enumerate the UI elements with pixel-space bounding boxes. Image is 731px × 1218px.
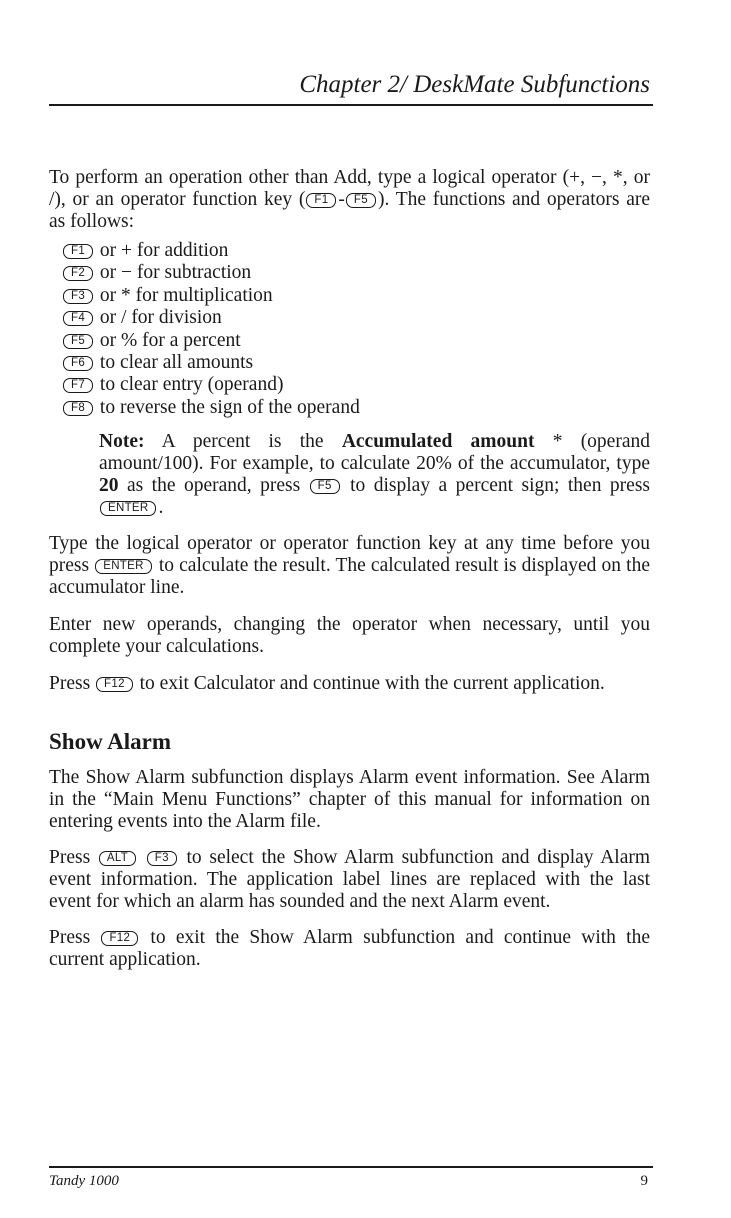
note-text-d: to display a percent sign; then press <box>341 475 650 497</box>
function-key-icon: F2 <box>63 266 93 281</box>
intro-paragraph <box>49 167 650 233</box>
list-item-text: to clear all amounts <box>99 352 254 374</box>
list-item <box>62 240 650 262</box>
f5-key-icon: F5 <box>310 479 340 494</box>
list-item <box>62 330 650 352</box>
f5-key-icon: F5 <box>346 193 376 208</box>
paragraph-text: to select the Show Alarm subfunction and display Alarm event information. The application label lines are replaced with the last event for which an alarm has sounded and the next Alarm event. <box>49 847 651 913</box>
f12-key-icon: F12 <box>101 931 138 946</box>
section-paragraph-3 <box>49 927 650 971</box>
paragraph-operands: Enter new operands, changing the operator when necessary, until you complete your calculations. <box>49 614 650 658</box>
paragraph-operator <box>49 533 650 599</box>
page-body <box>49 167 650 971</box>
paragraph-text: Press <box>49 927 101 949</box>
function-key-icon: F6 <box>63 356 93 371</box>
list-item <box>62 307 650 329</box>
function-key-icon: F3 <box>63 289 93 304</box>
f3-key-icon: F3 <box>147 851 177 866</box>
paragraph-text: Type the logical operator or operator function key at any time before you press <box>49 533 650 577</box>
list-item-text: or / for division <box>99 307 222 329</box>
header-rule <box>49 104 653 106</box>
footer-rule <box>49 1166 653 1168</box>
paragraph-text: to exit Calculator and continue with the current application. <box>134 673 605 695</box>
section-paragraph-1: The Show Alarm subfunction displays Alarm event information. See Alarm in the “Main Menu Functions” chapter of this manual for information on entering events into the Alarm file. <box>49 767 650 833</box>
note-label: Note: <box>99 431 145 453</box>
function-key-icon: F7 <box>63 378 93 393</box>
list-item-text: or * for multiplication <box>99 284 273 306</box>
function-key-icon: F5 <box>63 334 93 349</box>
f12-key-icon: F12 <box>96 677 133 692</box>
list-item-text: or % for a percent <box>99 329 241 351</box>
section-paragraph-2 <box>49 847 650 913</box>
enter-key-icon: ENTER <box>100 501 156 516</box>
function-key-icon: F4 <box>63 311 93 326</box>
note-block <box>99 431 650 519</box>
page-number: 9 <box>640 1173 648 1189</box>
note-operand-value: 20 <box>99 475 119 497</box>
footer-title: Tandy 1000 <box>49 1173 119 1189</box>
intro-text-a: To perform an operation other than Add, type a logical operator (+, −, *, or /), or an operator function key ( <box>49 167 650 210</box>
function-key-icon: F1 <box>63 244 93 259</box>
list-item-text: or + for addition <box>99 240 229 261</box>
intro-dash: - <box>338 189 345 210</box>
list-item <box>62 285 650 307</box>
function-key-icon: F8 <box>63 401 93 416</box>
list-item <box>62 397 650 419</box>
list-item-text: or − for subtraction <box>99 262 252 284</box>
list-item <box>62 262 650 284</box>
section-heading: Show Alarm <box>49 729 172 755</box>
intro-text-b: ). The functions and operators are as follows: <box>49 189 650 232</box>
alt-key-icon: ALT <box>99 851 136 866</box>
list-item-text: to reverse the sign of the operand <box>99 396 360 418</box>
operator-list <box>62 240 650 419</box>
enter-key-icon: ENTER <box>95 559 151 574</box>
paragraph-text: to calculate the result. The calculated result is displayed on the accumulator line. <box>49 555 650 599</box>
f1-key-icon: F1 <box>306 193 336 208</box>
list-item <box>62 374 650 396</box>
note-text-a: A percent is the <box>144 431 342 453</box>
note-text-e: . <box>158 497 164 519</box>
note-text-c: as the operand, press <box>118 475 309 497</box>
list-item <box>62 352 650 374</box>
note-bold-term: Accumulated amount <box>341 431 535 453</box>
list-item-text: to clear entry (operand) <box>99 374 284 396</box>
chapter-header: Chapter 2/ DeskMate Subfunctions <box>299 71 650 98</box>
paragraph-text: Press <box>49 847 98 869</box>
paragraph-text: Press <box>49 673 96 695</box>
paragraph-exit-calculator <box>49 673 650 695</box>
paragraph-text: to exit the Show Alarm subfunction and continue with the current application. <box>49 927 651 971</box>
note-text-b: * (operand amount/100). For example, to calculate 20% of the accumulator, type <box>99 431 650 475</box>
